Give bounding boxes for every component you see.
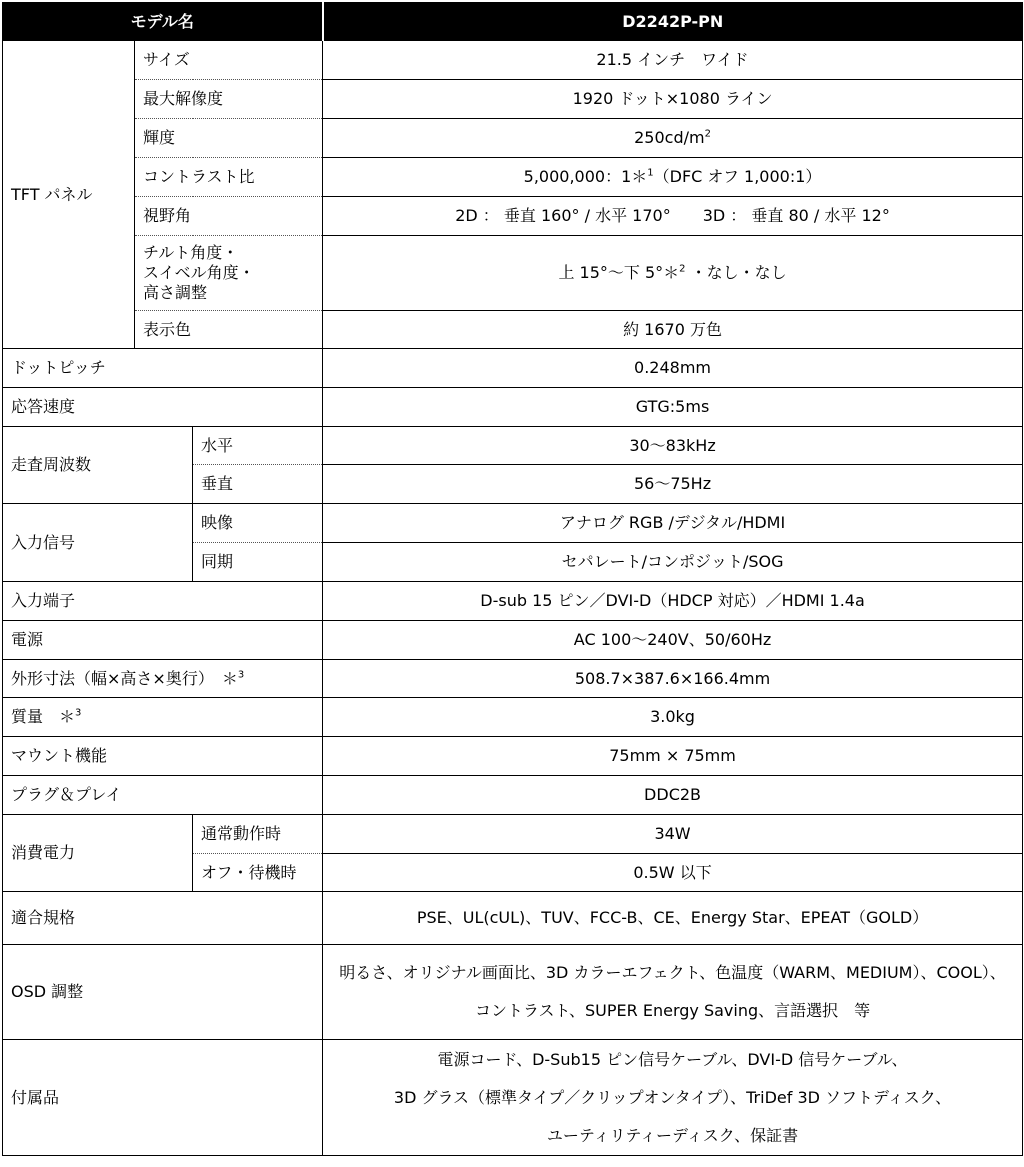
accessories-line3: ユーティリティーディスク、保証書: [546, 1125, 799, 1145]
size-label: サイズ: [135, 41, 323, 80]
osd-line1: 明るさ、オリジナル画面比、3D カラーエフェクト、色温度（WARM、MEDIUM）、COOL）、: [339, 963, 1006, 982]
table-row: [3, 892, 1023, 945]
dimensions-text: 外形寸法（幅×高さ×奥行） ＊: [11, 668, 238, 688]
input-terminal-value: D-sub 15 ピン／DVI-D（HDCP 対応）／HDMI 1.4a: [323, 582, 1023, 621]
tilt-value: [323, 236, 1023, 311]
tilt-label-line3: 高さ調整: [143, 283, 208, 302]
dot-pitch-label: ドットピッチ: [3, 349, 323, 388]
tilt-text-a: 上 15°～下 5°＊: [558, 263, 680, 282]
table-row: [3, 698, 1023, 737]
osd-value: [323, 945, 1023, 1040]
power-value: AC 100～240V、50/60Hz: [323, 621, 1023, 660]
video-label: 映像: [193, 504, 323, 543]
mount-label: マウント機能: [3, 737, 323, 776]
viewing-label: 視野角: [135, 197, 323, 236]
consumption-category: 消費電力: [3, 815, 193, 892]
resolution-value: 1920 ドット×1080 ライン: [323, 80, 1023, 119]
input-signal-category: 入力信号: [3, 504, 193, 582]
table-row: [3, 1040, 1023, 1156]
table-row: [3, 660, 1023, 698]
standby-label: オフ・待機時: [193, 854, 323, 892]
header-row: [3, 3, 1023, 41]
table-row: [3, 311, 1023, 349]
accessories-value: [323, 1040, 1023, 1156]
table-row: [3, 119, 1023, 158]
table-row: [3, 945, 1023, 1040]
resolution-label: 最大解像度: [135, 80, 323, 119]
table-row: [3, 621, 1023, 660]
weight-text: 質量 ＊: [11, 707, 76, 726]
brightness-label: 輝度: [135, 119, 323, 158]
weight-value: 3.0kg: [323, 698, 1023, 737]
plug-play-value: DDC2B: [323, 776, 1023, 815]
table-row: [3, 349, 1023, 388]
contrast-value: [323, 158, 1023, 197]
table-row: [3, 236, 1023, 311]
colors-value: 約 1670 万色: [323, 311, 1023, 349]
spec-table: [2, 2, 1023, 1156]
input-terminal-label: 入力端子: [3, 582, 323, 621]
osd-label: OSD 調整: [3, 945, 323, 1040]
table-row: [3, 388, 1023, 427]
normal-value: 34W: [323, 815, 1023, 854]
table-row: [3, 815, 1023, 854]
viewing-value: 2D ： 垂直 160° / 水平 170° 3D ： 垂直 80 / 水平 12°: [323, 197, 1023, 236]
table-row: [3, 776, 1023, 815]
table-row: [3, 737, 1023, 776]
osd-line2: コントラスト、SUPER Energy Saving、言語選択 等: [474, 1001, 871, 1020]
dimensions-value: 508.7×387.6×166.4mm: [323, 660, 1023, 698]
scan-category: 走査周波数: [3, 427, 193, 504]
colors-label: 表示色: [135, 311, 323, 349]
table-row: [3, 158, 1023, 197]
standby-value: 0.5W 以下: [323, 854, 1023, 892]
tilt-text-b: ・なし・なし: [685, 263, 787, 282]
weight-label: [3, 698, 323, 737]
table-row: [3, 582, 1023, 621]
contrast-text-b: （DFC オフ 1,000:1）: [653, 167, 822, 186]
accessories-line2: 3D グラス（標準タイプ／クリップオンタイプ）、TriDef 3D ソフトディスク、: [393, 1087, 952, 1107]
model-label: モデル名: [3, 3, 323, 41]
normal-label: 通常動作時: [193, 815, 323, 854]
tilt-label-line1: チルト角度・: [143, 243, 239, 262]
brightness-sup: 2: [704, 128, 711, 140]
table-row: [3, 197, 1023, 236]
tilt-label: [135, 236, 323, 311]
accessories-line1: 電源コード、D-Sub15 ピン信号ケーブル、DVI-D 信号ケーブル、: [437, 1049, 908, 1069]
scan-v-label: 垂直: [193, 465, 323, 504]
sync-label: 同期: [193, 543, 323, 582]
size-value: 21.5 インチ ワイド: [323, 41, 1023, 80]
mount-value: 75mm × 75mm: [323, 737, 1023, 776]
contrast-text-a: 5,000,000：1＊: [523, 167, 648, 186]
dimensions-label: [3, 660, 323, 698]
response-value: GTG:5ms: [323, 388, 1023, 427]
standards-label: 適合規格: [3, 892, 323, 945]
tilt-label-line2: スイベル角度・: [143, 263, 255, 282]
scan-h-label: 水平: [193, 427, 323, 465]
plug-play-label: プラグ＆プレイ: [3, 776, 323, 815]
response-label: 応答速度: [3, 388, 323, 427]
table-row: [3, 41, 1023, 80]
weight-sup: 3: [75, 707, 82, 719]
brightness-value: [323, 119, 1023, 158]
contrast-sup: 1: [647, 167, 654, 179]
brightness-text: 250cd/m: [634, 128, 705, 147]
table-row: [3, 80, 1023, 119]
dimensions-sup: 3: [237, 669, 245, 681]
model-value: D2242P-PN: [323, 3, 1023, 41]
accessories-label: 付属品: [3, 1040, 323, 1156]
video-value: アナログ RGB /デジタル/HDMI: [323, 504, 1023, 543]
table-row: [3, 504, 1023, 543]
sync-value: セパレート/コンポジット/SOG: [323, 543, 1023, 582]
scan-h-value: 30～83kHz: [323, 427, 1023, 465]
standards-value: PSE、UL(cUL)、TUV、FCC-B、CE、Energy Star、EPEAT（GOLD）: [323, 892, 1023, 945]
tilt-sup: 2: [679, 263, 686, 275]
contrast-label: コントラスト比: [135, 158, 323, 197]
table-row: [3, 427, 1023, 465]
power-label: 電源: [3, 621, 323, 660]
scan-v-value: 56～75Hz: [323, 465, 1023, 504]
dot-pitch-value: 0.248mm: [323, 349, 1023, 388]
tft-category: TFT パネル: [3, 41, 135, 349]
